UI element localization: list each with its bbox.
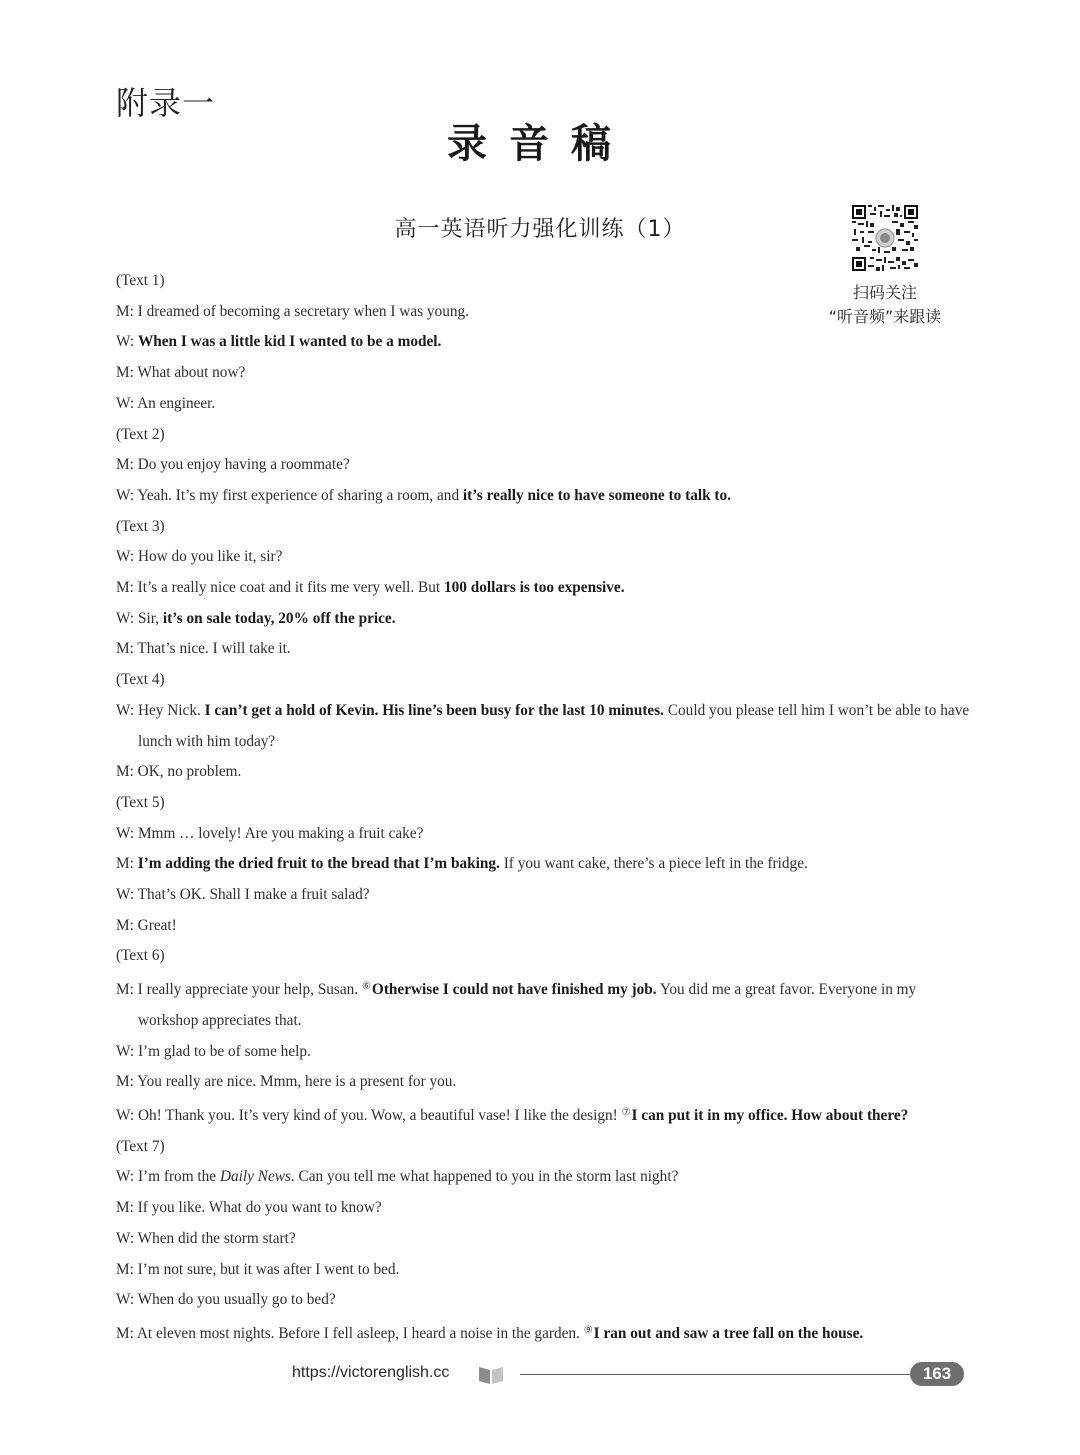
line-text: (Text 7) (116, 1137, 165, 1155)
dialogue-line (116, 1193, 976, 1224)
dialogue-line (116, 1285, 976, 1316)
text-section-heading (116, 788, 976, 819)
text-section-heading (116, 266, 976, 297)
dialogue-line (116, 757, 976, 788)
footer-url-link[interactable]: https://victorenglish.cc (292, 1364, 450, 1381)
question-number-marker: ⑥ (361, 981, 371, 993)
key-answer-text: it’s really nice to have someone to talk to. (462, 486, 731, 504)
qr-caption-line2: “听音频”来跟读 (828, 307, 942, 326)
line-text: (Text 6) (116, 947, 165, 965)
line-text: W: (116, 333, 138, 351)
line-text: W: I’m glad to be of some help. (116, 1042, 311, 1060)
qr-caption-line1: 扫码关注 (852, 283, 917, 302)
line-text: You did me a great favor. Everyone in my workshop appreciates that. (138, 981, 917, 1029)
line-text: W: How do you like it, sir? (116, 548, 283, 566)
line-text: (Text 4) (116, 671, 165, 689)
line-text: M: What about now? (116, 364, 246, 382)
key-answer-text: I’m adding the dried fruit to the bread that I’m baking. (137, 855, 500, 873)
line-text: M: Do you enjoy having a roommate? (116, 456, 350, 474)
dialogue-line (116, 542, 976, 573)
dialogue-line (116, 604, 976, 635)
line-text: M: OK, no problem. (116, 763, 242, 781)
footer-divider (520, 1374, 916, 1375)
line-text: W: Yeah. It’s my first experience of sharing a room, and (116, 486, 463, 504)
line-text: W: When do you usually go to bed? (116, 1291, 336, 1309)
dialogue-line (116, 819, 976, 850)
italic-text: Daily News (219, 1168, 291, 1186)
line-text: If you want cake, there’s a piece left in the fridge. (499, 855, 808, 873)
line-text: W: Sir, (116, 609, 163, 627)
open-book-icon (478, 1365, 504, 1385)
dialogue-line (116, 1098, 976, 1132)
section-subtitle: 高一英语听力强化训练（1） (394, 217, 686, 242)
text-section-heading (116, 1132, 976, 1163)
line-text: M: At eleven most nights. Before I fell asleep, I heard a noise in the garden. (116, 1324, 584, 1342)
dialogue-line (116, 358, 976, 389)
dialogue-line (116, 1224, 976, 1255)
line-text: M: If you like. What do you want to know? (116, 1199, 382, 1217)
dialogue-line (116, 696, 976, 757)
text-section-heading (116, 941, 976, 972)
line-text: M: I dreamed of becoming a secretary when I was young. (116, 302, 469, 320)
page-footer (292, 1360, 968, 1390)
dialogue-line (116, 849, 976, 880)
line-text: W: Mmm … lovely! Are you making a fruit cake? (116, 824, 424, 842)
page-title: 录音稿 (447, 120, 633, 167)
qr-code-icon (852, 205, 918, 271)
line-text: (Text 2) (116, 425, 165, 443)
dialogue-line (116, 297, 976, 328)
text-section-heading (116, 665, 976, 696)
line-text: M: Great! (116, 916, 177, 934)
dialogue-line (116, 972, 976, 1036)
dialogue-line (116, 481, 976, 512)
line-text: M: That’s nice. I will take it. (116, 640, 291, 658)
line-text: Could you please tell him I won’t be able to have lunch with him today? (138, 701, 970, 750)
page-number-badge: 163 (910, 1362, 964, 1386)
line-text: M: I’m not sure, but it was after I went to bed. (116, 1260, 400, 1278)
dialogue-line (116, 450, 976, 481)
transcript (116, 266, 976, 1350)
dialogue-line (116, 389, 976, 420)
line-text: W: When did the storm start? (116, 1229, 296, 1247)
text-section-heading (116, 512, 976, 543)
key-answer-text: it’s on sale today, 20% off the price. (162, 609, 396, 627)
dialogue-line (116, 1067, 976, 1098)
dialogue-line (116, 327, 976, 358)
line-text: W: An engineer. (116, 394, 216, 412)
dialogue-line (116, 1255, 976, 1286)
question-number-marker: ⑦ (621, 1106, 631, 1118)
line-text: M: (116, 855, 138, 873)
line-text: M: I really appreciate your help, Susan. (116, 981, 362, 999)
line-text: M: It’s a really nice coat and it fits me very well. But (116, 579, 444, 597)
line-text: M: You really are nice. Mmm, here is a present for you. (116, 1073, 457, 1091)
key-answer-text: 100 dollars is too expensive. (443, 579, 625, 597)
dialogue-line (116, 573, 976, 604)
line-text: (Text 3) (116, 517, 165, 535)
key-answer-text: I can put it in my office. How about there? (631, 1106, 909, 1124)
key-answer-text: Otherwise I could not have finished my job. (371, 981, 657, 999)
question-number-marker: ⑨ (583, 1324, 593, 1336)
dialogue-line (116, 1316, 976, 1350)
dialogue-line (116, 634, 976, 665)
text-section-heading (116, 420, 976, 451)
line-text: W: Oh! Thank you. It’s very kind of you. Wow, a beautiful vase! I like the design! (116, 1106, 622, 1124)
dialogue-line (116, 1162, 976, 1193)
key-answer-text: I can’t get a hold of Kevin. His line’s been busy for the last 10 minutes. (204, 701, 664, 719)
line-text: . Can you tell me what happened to you in the storm last night? (290, 1168, 679, 1186)
line-text: W: Hey Nick. (116, 701, 205, 719)
key-answer-text: When I was a little kid I wanted to be a model. (137, 333, 442, 351)
dialogue-line (116, 1037, 976, 1068)
dialogue-line (116, 911, 976, 942)
dialogue-line (116, 880, 976, 911)
line-text: W: I’m from the (116, 1168, 220, 1186)
appendix-label: 附录一 (116, 84, 216, 122)
key-answer-text: I ran out and saw a tree fall on the house. (593, 1324, 864, 1342)
line-text: (Text 1) (116, 272, 165, 289)
line-text: (Text 5) (116, 793, 165, 811)
line-text: W: That’s OK. Shall I make a fruit salad? (116, 886, 370, 904)
